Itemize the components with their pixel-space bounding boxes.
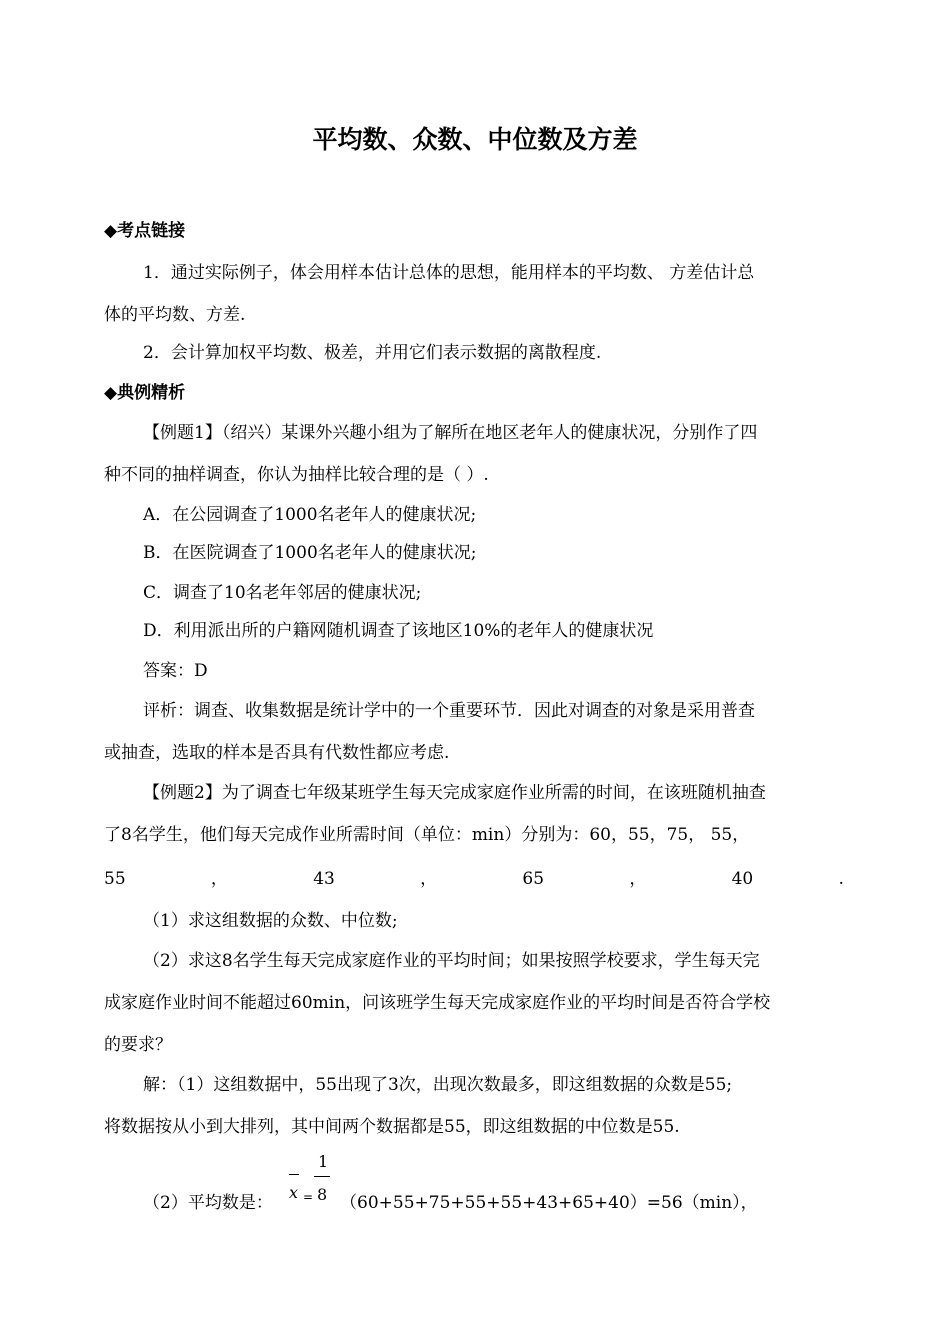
solution-line: 解：（1）这组数据中，55出现了3次，出现次数最多，即这组数据的众数是55; bbox=[143, 1075, 733, 1095]
period: . bbox=[838, 869, 844, 889]
example2-line: 【例题2】为了调查七年级某班学生每天完成家庭作业所需的时间，在该班随机抽查 bbox=[143, 783, 766, 803]
separator: ， bbox=[629, 869, 647, 889]
paragraph-line: 体的平均数、方差. bbox=[104, 305, 246, 325]
data-value: 55 bbox=[104, 869, 126, 889]
question-1: （1）求这组数据的众数、中位数; bbox=[143, 911, 398, 931]
separator: ， bbox=[210, 869, 228, 889]
equals-sign: = bbox=[303, 1190, 314, 1204]
analysis-line: 评析：调查、收集数据是统计学中的一个重要环节．因此对调查的对象是采用普查 bbox=[143, 701, 755, 721]
question-2-line: 的要求？ bbox=[104, 1035, 172, 1055]
solution-line: 将数据按从小到大排列，其中间两个数据都是55，即这组数据的中位数是55. bbox=[104, 1117, 680, 1137]
section-heading-key-points: ◆考点链接 bbox=[104, 221, 186, 241]
option-d: D．利用派出所的户籍网随机调查了该地区10%的老年人的健康状况 bbox=[143, 621, 654, 641]
page-title: 平均数、众数、中位数及方差 bbox=[312, 125, 638, 154]
question-2-line: 成家庭作业时间不能超过60min，问该班学生每天完成家庭作业的平均时间是否符合学校 bbox=[104, 993, 771, 1013]
data-values-row bbox=[104, 868, 844, 890]
section-heading-examples: ◆典例精析 bbox=[104, 383, 186, 403]
question-2-line: （2）求这8名学生每天完成家庭作业的平均时间；如果按照学校要求，学生每天完 bbox=[143, 951, 760, 971]
separator: ， bbox=[420, 869, 438, 889]
fraction-bar bbox=[314, 1176, 330, 1177]
option-b: B．在医院调查了1000名老年人的健康状况; bbox=[143, 543, 477, 563]
data-value: 65 bbox=[522, 869, 545, 889]
option-c: C．调查了10名老年邻居的健康状况; bbox=[143, 583, 422, 603]
overbar-line bbox=[289, 1174, 299, 1175]
example2-line: 了8名学生，他们每天完成作业所需时间（单位：min）分别为：60，55，75， 55， bbox=[104, 825, 750, 845]
paragraph-line: 2．会计算加权平均数、极差，并用它们表示数据的离散程度. bbox=[143, 343, 602, 363]
data-value: 43 bbox=[313, 869, 335, 889]
example1-line: 【例题1】（绍兴）某课外兴趣小组为了解所在地区老年人的健康状况，分别作了四 bbox=[143, 423, 758, 443]
average-expression: （60+55+75+55+55+43+65+40）=56（min）， bbox=[340, 1193, 758, 1213]
data-value: 40 bbox=[731, 869, 754, 889]
average-label: （2）平均数是： bbox=[143, 1193, 273, 1213]
example1-line: 种不同的抽样调查，你认为抽样比较合理的是（ ）. bbox=[104, 465, 489, 485]
mean-variable: x bbox=[289, 1183, 299, 1202]
analysis-line: 或抽查，选取的样本是否具有代数性都应考虑. bbox=[104, 743, 450, 763]
fraction-numerator: 1 bbox=[318, 1152, 329, 1171]
option-a: A．在公园调查了1000名老年人的健康状况; bbox=[143, 505, 477, 525]
paragraph-line: 1．通过实际例子，体会用样本估计总体的思想，能用样本的平均数、 方差估计总 bbox=[143, 263, 755, 283]
answer: 答案：D bbox=[143, 661, 208, 681]
fraction-denominator: 8 bbox=[317, 1185, 328, 1204]
